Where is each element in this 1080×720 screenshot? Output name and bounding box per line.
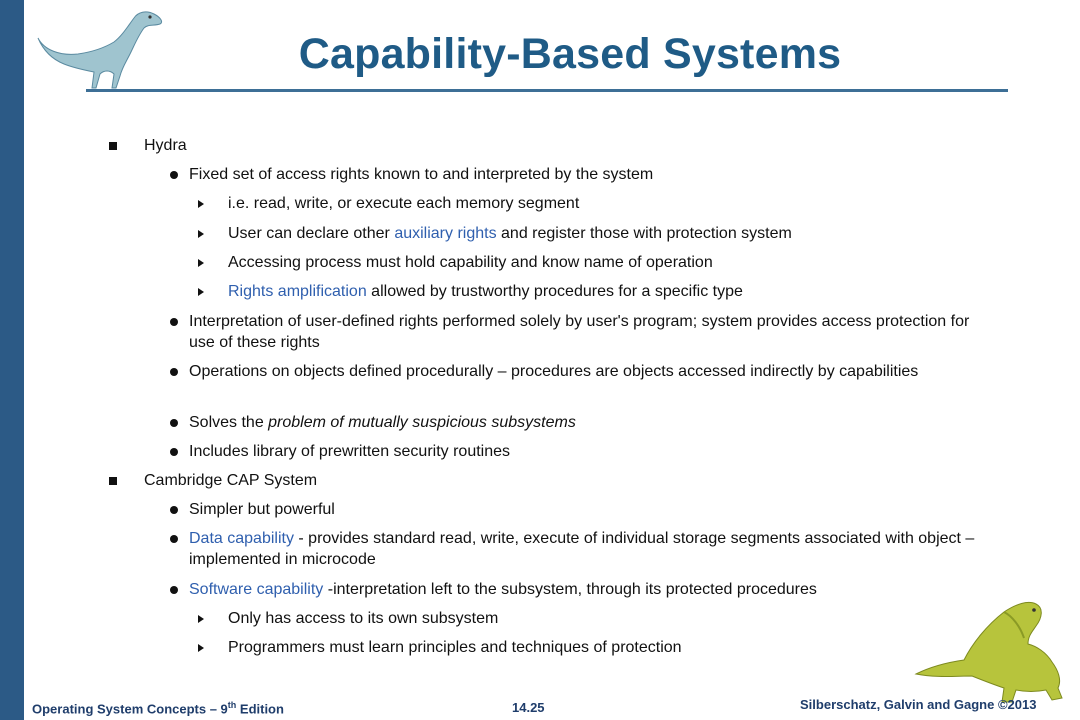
bullet-read-write-execute: i.e. read, write, or execute each memory segment [228,195,580,212]
superscript: th [227,700,237,710]
bullet-simpler: Simpler but powerful [189,501,335,518]
triangle-bullet-icon [198,259,204,267]
triangle-bullet-icon [198,644,204,652]
bullet-library: Includes library of prewritten security routines [189,443,511,460]
highlight-term: Software capability [189,581,324,598]
bullet-data-capability [189,528,979,570]
bullet-programmers: Programmers must learn principles and techniques of protection [228,639,682,656]
round-bullet-icon [170,171,178,179]
footer-authors: Silberschatz, Galvin and Gagne ©2013 [800,697,1037,712]
round-bullet-icon [170,318,178,326]
sidebar-stripe [0,0,24,720]
square-bullet-icon [109,477,117,485]
round-bullet-icon [170,506,178,514]
highlight-term: Data capability [189,530,294,547]
round-bullet-icon [170,448,178,456]
bullet-fixed-rights: Fixed set of access rights known to and interpreted by the system [189,166,654,183]
text-segment: Edition [236,701,284,717]
title-divider [86,89,1008,92]
bullet-accessing-process: Accessing process must hold capability and know name of operation [228,254,713,271]
dinosaur-icon [30,4,170,90]
text-segment: User can declare other [228,225,395,242]
text-segment: - provides standard read, write, execute of individual storage segments associated with object – implemented in microcode [189,530,975,568]
bullet-own-subsystem: Only has access to its own subsystem [228,610,499,627]
footer-page-number: 14.25 [512,700,545,715]
bullet-solves [189,412,979,433]
square-bullet-icon [109,142,117,150]
emphasis-term: problem of mutually suspicious subsystems [268,414,576,431]
footer-book-title [32,700,284,716]
triangle-bullet-icon [198,615,204,623]
slide-title: Capability-Based Systems [298,30,842,78]
dinosaur-icon [912,596,1072,706]
bullet-software-capability [189,579,979,600]
bullet-cambridge-cap: Cambridge CAP System [144,472,318,489]
bullet-auxiliary-rights [228,223,792,244]
bullet-interpretation: Interpretation of user-defined rights performed solely by user's program; system provides access protection for use of these rights [189,313,970,351]
text-segment: Operating System Concepts – 9 [32,701,228,717]
text-segment: and register those with protection system [496,225,792,242]
triangle-bullet-icon [198,200,204,208]
round-bullet-icon [170,419,178,427]
text-segment: allowed by trustworthy procedures for a specific type [366,283,743,300]
triangle-bullet-icon [198,230,204,238]
bullet-hydra: Hydra [144,137,187,154]
highlight-term: auxiliary rights [394,225,497,242]
highlight-term: Rights amplification [228,283,367,300]
round-bullet-icon [170,535,178,543]
text-segment: -interpretation left to the subsystem, through its protected procedures [323,581,817,598]
triangle-bullet-icon [198,288,204,296]
bullet-operations: Operations on objects defined procedurally – procedures are objects accessed indirectly by capabilities [189,363,919,380]
round-bullet-icon [170,586,178,594]
bullet-rights-amplification [228,281,743,302]
round-bullet-icon [170,368,178,376]
text-segment: Solves the [189,414,269,431]
